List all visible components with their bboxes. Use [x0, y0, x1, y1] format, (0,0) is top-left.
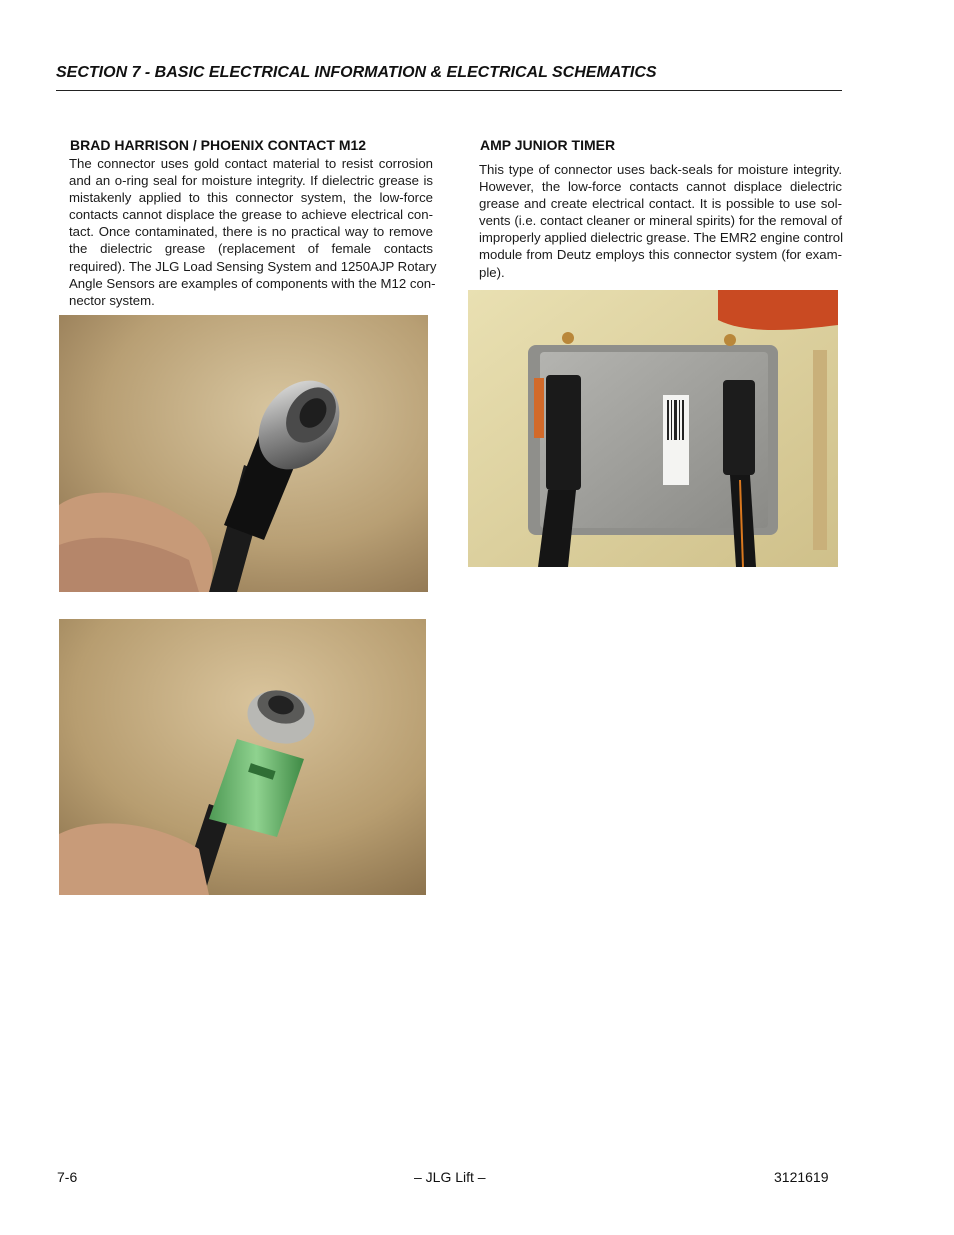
m12-line: nector system.	[69, 292, 155, 308]
amp-line: improperly applied dielectric grease. The EMR2 engine control	[479, 230, 844, 246]
m12-line: required). The JLG Load Sensing System and 1250AJP Rotary	[69, 258, 437, 274]
document-number: 3121619	[774, 1169, 829, 1185]
amp-paragraph	[479, 161, 842, 281]
m12-green-connector-photo	[59, 619, 426, 895]
amp-line: However, the low-force contacts cannot displace dielectric	[479, 179, 842, 195]
header-rule	[56, 90, 842, 91]
emr2-module-photo	[468, 290, 838, 567]
m12-paragraph	[69, 155, 437, 309]
amp-heading: AMP JUNIOR TIMER	[480, 137, 616, 153]
amp-line: vents (i.e. contact cleaner or mineral spirits) for the removal of	[479, 213, 842, 229]
footer-center-text: – JLG Lift –	[414, 1169, 486, 1185]
m12-line: contacts cannot displace the grease to achieve electrical con-	[69, 207, 433, 223]
m12-line: Angle Sensors are examples of components with the M12 con-	[69, 275, 436, 291]
amp-line: module from Deutz employs this connector system (for exam-	[479, 247, 842, 263]
m12-heading: BRAD HARRISON / PHOENIX CONTACT M12	[70, 137, 367, 153]
amp-line: ple).	[479, 264, 505, 280]
m12-line: tact. Once contaminated, there is no practical way to remove	[69, 224, 433, 240]
amp-line: This type of connector uses back-seals for moisture integrity.	[479, 162, 842, 177]
m12-line: the dielectric grease (replacement of female contacts	[69, 241, 433, 257]
m12-line: The connector uses gold contact material to resist corrosion	[69, 156, 433, 171]
page-number: 7-6	[57, 1169, 78, 1185]
amp-line: grease and create electrical contact. It is possible to use sol-	[479, 196, 842, 212]
m12-line: mistakenly applied to this connector system, the low-force	[69, 190, 433, 206]
m12-black-connector-photo	[59, 315, 428, 592]
section-title: SECTION 7 - BASIC ELECTRICAL INFORMATION & ELECTRICAL SCHEMATICS	[56, 64, 657, 81]
m12-line: and an o-ring seal for moisture integrity. If dielectric grease is	[69, 173, 433, 189]
